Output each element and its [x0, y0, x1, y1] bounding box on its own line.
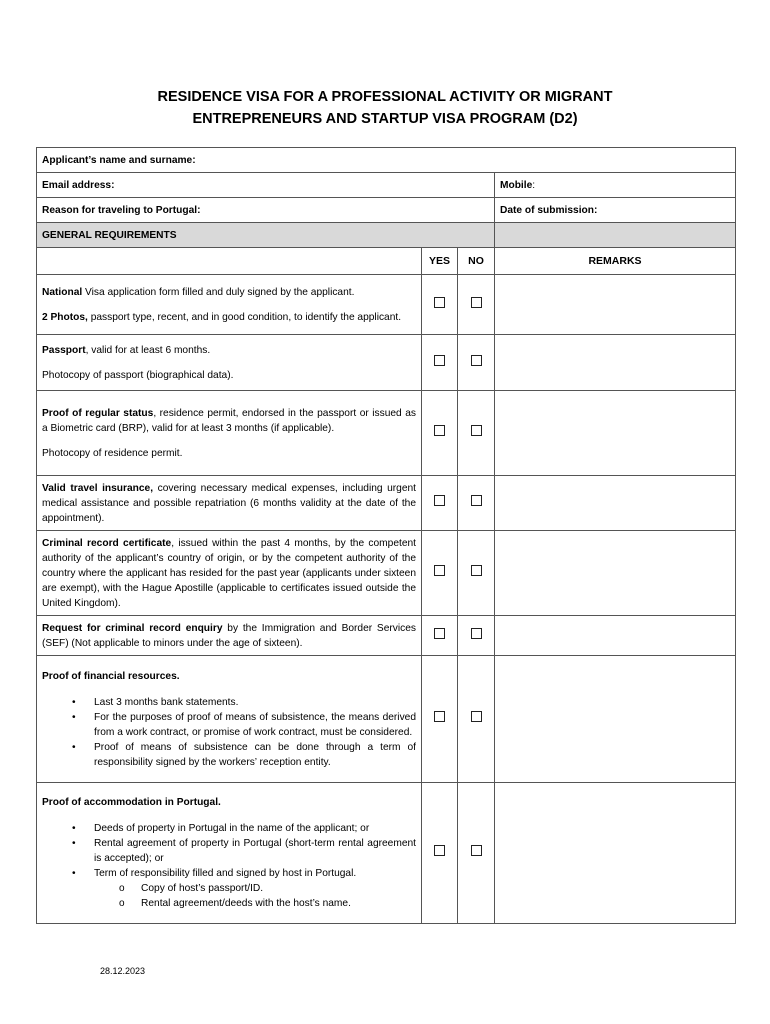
document-title	[0, 86, 770, 130]
remarks-cell[interactable]	[495, 275, 736, 335]
section-header-spacer	[495, 223, 736, 248]
list-item: • For the purposes of proof of means of subsistence, the means derived from a work contract, or promise of work contract, must be considered.	[94, 710, 416, 740]
list-item: • Term of responsibility filled and signed by host in Portugal. o Copy of host’s passport/ID. o Rental agreement/deeds with the host’s name.	[94, 866, 416, 911]
sub-list-item: o Rental agreement/deeds with the host’s name.	[141, 896, 416, 911]
remarks-cell[interactable]	[495, 783, 736, 924]
no-checkbox[interactable]	[471, 495, 482, 506]
no-checkbox[interactable]	[471, 297, 482, 308]
table-row	[37, 531, 736, 616]
sub-list-item: o Copy of host’s passport/ID.	[141, 881, 416, 896]
mobile-field[interactable]: Mobile:	[495, 173, 736, 198]
yes-checkbox[interactable]	[434, 565, 445, 576]
yes-checkbox[interactable]	[434, 628, 445, 639]
no-checkbox[interactable]	[471, 628, 482, 639]
table-row	[37, 783, 736, 924]
yes-checkbox[interactable]	[434, 845, 445, 856]
remarks-cell[interactable]	[495, 476, 736, 531]
section-header: GENERAL REQUIREMENTS	[37, 223, 495, 248]
email-field[interactable]: Email address:	[37, 173, 495, 198]
no-checkbox[interactable]	[471, 565, 482, 576]
requirement-cell: Request for criminal record enquiry by the Immigration and Border Services (SEF) (Not applicable to minors under the age of sixteen).	[37, 616, 422, 656]
requirement-cell: Criminal record certificate, issued within the past 4 months, by the competent authority of the applicant’s country of origin, or by the competent authority of the country where the applicant has resided for the past year (applicants under sixteen are exempt), with the Hague Apostille (applicable to certificates issued outside the United Kingdom).	[37, 531, 422, 616]
yes-checkbox[interactable]	[434, 425, 445, 436]
requirement-cell: Proof of accommodation in Portugal. • Deeds of property in Portugal in the name of the applicant; or • Rental agreement of property in Portugal (short-term rental agreement is accepted); or • Term of responsibility filled and signed by host in Portugal. o Copy of host’s passport/ID. o Rental agreement/deeds with the host’s name.	[37, 783, 422, 924]
requirement-column-header	[37, 248, 422, 275]
no-checkbox[interactable]	[471, 425, 482, 436]
remarks-cell[interactable]	[495, 656, 736, 783]
date-of-submission-field[interactable]: Date of submission:	[495, 198, 736, 223]
remarks-cell[interactable]	[495, 335, 736, 391]
yes-checkbox[interactable]	[434, 495, 445, 506]
table-row	[37, 616, 736, 656]
requirement-cell: Proof of financial resources. • Last 3 months bank statements. • For the purposes of proof of means of subsistence, the means derived from a work contract, or promise of work contract, must be considered. • Proof of means of subsistence can be done through a term of responsibility signed by the workers’ reception entity.	[37, 656, 422, 783]
yes-column-header: YES	[422, 248, 458, 275]
requirement-cell: Proof of regular status, residence permit, endorsed in the passport or issued as a Biometric card (BRP), valid for at least 3 months (if applicable). Photocopy of residence permit.	[37, 391, 422, 476]
list-item: • Proof of means of subsistence can be done through a term of responsibility signed by the workers’ reception entity.	[94, 740, 416, 770]
requirements-table	[36, 147, 736, 924]
no-column-header: NO	[458, 248, 495, 275]
remarks-cell[interactable]	[495, 391, 736, 476]
footer-date: 28.12.2023	[100, 966, 146, 976]
list-item: • Last 3 months bank statements.	[94, 695, 416, 710]
remarks-cell[interactable]	[495, 616, 736, 656]
applicant-name-field[interactable]: Applicant’s name and surname:	[37, 148, 736, 173]
table-row	[37, 335, 736, 391]
table-row	[37, 391, 736, 476]
table-row	[37, 275, 736, 335]
no-checkbox[interactable]	[471, 711, 482, 722]
list-item: • Deeds of property in Portugal in the name of the applicant; or	[94, 821, 416, 836]
yes-checkbox[interactable]	[434, 297, 445, 308]
title-line-2: ENTREPRENEURS AND STARTUP VISA PROGRAM (D2)	[192, 111, 578, 127]
requirement-cell: Passport, valid for at least 6 months. Photocopy of passport (biographical data).	[37, 335, 422, 391]
no-checkbox[interactable]	[471, 845, 482, 856]
yes-checkbox[interactable]	[434, 355, 445, 366]
no-checkbox[interactable]	[471, 355, 482, 366]
yes-checkbox[interactable]	[434, 711, 445, 722]
remarks-cell[interactable]	[495, 531, 736, 616]
requirement-cell: National Visa application form filled and duly signed by the applicant. 2 Photos, passport type, recent, and in good condition, to identify the applicant.	[37, 275, 422, 335]
requirement-cell: Valid travel insurance, covering necessary medical expenses, including urgent medical assistance and possible repatriation (6 months validity at the date of the appointment).	[37, 476, 422, 531]
remarks-column-header: REMARKS	[495, 248, 736, 275]
list-item: • Rental agreement of property in Portugal (short-term rental agreement is accepted); or	[94, 836, 416, 866]
reason-field[interactable]: Reason for traveling to Portugal:	[37, 198, 495, 223]
table-row	[37, 656, 736, 783]
title-line-1: RESIDENCE VISA FOR A PROFESSIONAL ACTIVITY OR MIGRANT	[157, 89, 613, 105]
table-row	[37, 476, 736, 531]
